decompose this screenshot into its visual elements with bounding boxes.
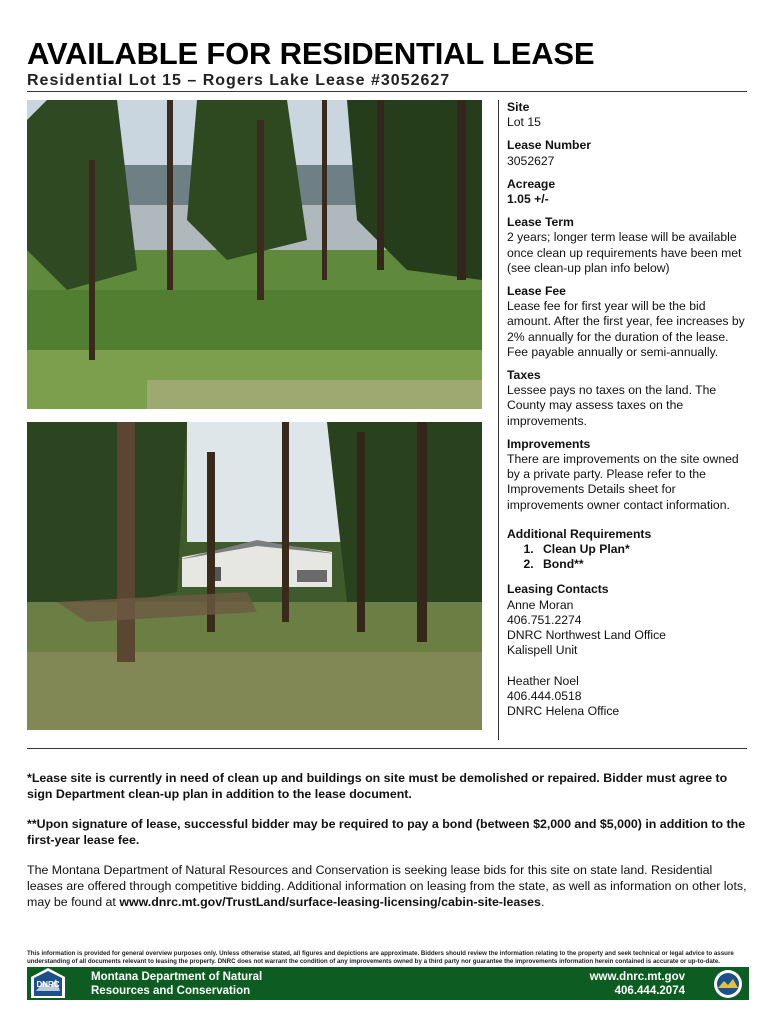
disclaimer-text: This information is provided for general overview purposes only. Unless otherwise stated, all figures and depictions are approximate. Bidders should review the information relating to the property and seek technical or legal advice to assure understanding of all documents relevant to leasing the property. DNRC does not warrant the condition of any improvements owned by a third party nor guarantee the improvements information herein contained is accurate or up-to-date. bbox=[27, 950, 734, 965]
requirement-item: 2. Bond** bbox=[537, 557, 747, 572]
acreage-label: Acreage bbox=[507, 176, 556, 191]
footer-phone: 406.444.2074 bbox=[614, 985, 685, 997]
contact-unit: Kalispell Unit bbox=[507, 643, 578, 658]
additional-requirements-list bbox=[507, 542, 747, 572]
montana-seal-icon bbox=[713, 969, 743, 999]
footer-contact bbox=[590, 970, 685, 998]
contact-office: DNRC Northwest Land Office bbox=[507, 628, 666, 643]
section-divider bbox=[27, 748, 747, 749]
logo-text: DNRC bbox=[36, 980, 60, 989]
title-divider bbox=[27, 91, 747, 92]
lease-fee-label: Lease Fee bbox=[507, 284, 566, 299]
requirement-item: 1. Clean Up Plan* bbox=[537, 542, 747, 557]
cleanup-note: *Lease site is currently in need of clean up and buildings on site must be demolished or repaired. Bidder must agree to sign Department clean-up plan in addition to the lease document. bbox=[27, 771, 728, 801]
taxes-label: Taxes bbox=[507, 368, 541, 383]
site-label: Site bbox=[507, 100, 530, 114]
site-value: Lot 15 bbox=[507, 115, 541, 130]
taxes-value: Lessee pays no taxes on the land. The County may assess taxes on the improvements. bbox=[507, 383, 717, 428]
improvements-label: Improvements bbox=[507, 436, 591, 451]
site-photo-cabin bbox=[27, 422, 482, 730]
info-link[interactable]: www.dnrc.mt.gov/TrustLand/surface-leasing-licensing/cabin-site-leases bbox=[119, 895, 541, 909]
lease-number-value: 3052627 bbox=[507, 153, 555, 168]
contact-office: DNRC Helena Office bbox=[507, 703, 620, 718]
bond-note: **Upon signature of lease, successful bidder may be required to pay a bond (between $2,000 and $5,000) in addition to the first-year lease fee. bbox=[27, 817, 746, 847]
contact-phone: 406.751.2274 bbox=[507, 612, 582, 627]
info-paragraph bbox=[27, 862, 749, 910]
lease-term-value: 2 years; longer term lease will be available once clean up requirements have been met (see clean-up plan info below) bbox=[507, 230, 742, 275]
site-photo-lake bbox=[27, 100, 482, 409]
additional-requirements-label: Additional Requirements bbox=[507, 526, 652, 541]
org-line-2: Resources and Conservation bbox=[91, 985, 251, 997]
contact-name: Heather Noel bbox=[507, 673, 579, 688]
footer-organization bbox=[91, 970, 262, 998]
contact-phone: 406.444.0518 bbox=[507, 688, 582, 703]
page-title: AVAILABLE FOR RESIDENTIAL LEASE bbox=[27, 36, 595, 71]
footer-bar bbox=[27, 967, 749, 1000]
column-divider bbox=[498, 100, 499, 740]
acreage-value: 1.05 +/- bbox=[507, 192, 549, 207]
lease-number-label: Lease Number bbox=[507, 138, 591, 153]
contact-name: Anne Moran bbox=[507, 597, 574, 612]
info-end: . bbox=[540, 895, 545, 909]
leasing-contacts-label: Leasing Contacts bbox=[507, 582, 609, 597]
lease-details-panel bbox=[507, 100, 747, 719]
notes-section bbox=[27, 770, 749, 924]
improvements-value: There are improvements on the site owned by a private party. Please refer to the Improvements Details sheet for improvements owner contact information. bbox=[507, 452, 739, 512]
footer-website[interactable]: www.dnrc.mt.gov bbox=[589, 971, 685, 983]
org-line-1: Montana Department of Natural bbox=[91, 971, 263, 983]
lease-term-label: Lease Term bbox=[507, 215, 574, 230]
page-subtitle: Residential Lot 15 – Rogers Lake Lease #3052627 bbox=[27, 72, 451, 89]
info-text: The Montana Department of Natural Resources and Conservation is seeking lease bids for this site on state land. Residential leases are offered through competitive bidding. Additional information on leasing from the state, as well as information on other lots, may be found at bbox=[27, 863, 747, 909]
lease-fee-value: Lease fee for first year will be the bid amount. After the first year, fee increases by 2% annually for the duration of the lease. Fee payable annually or semi-annually. bbox=[507, 299, 745, 359]
